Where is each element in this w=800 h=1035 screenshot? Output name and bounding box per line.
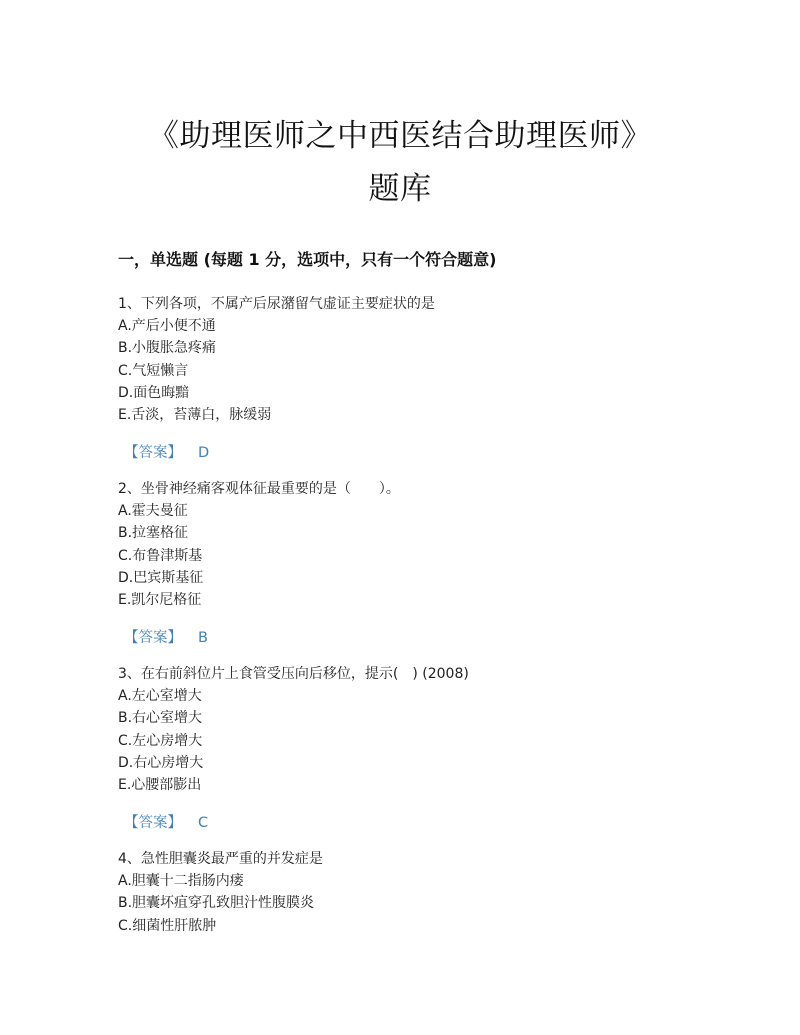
question-stem: 4、急性胆囊炎最严重的并发症是	[118, 851, 323, 867]
question-2	[118, 478, 400, 611]
option-b: B.小腹胀急疼痛	[118, 340, 217, 357]
answer-1	[124, 441, 209, 462]
question-stem: 1、下列各项，不属产后尿潴留气虚证主要症状的是	[118, 296, 435, 312]
answer-3	[124, 811, 208, 832]
answer-value: C	[198, 815, 209, 831]
question-stem: 2、坐骨神经痛客观体征最重要的是（ ）。	[118, 481, 400, 497]
option-e: E.凯尔尼格征	[118, 592, 202, 609]
answer-label: 【答案】	[124, 630, 182, 646]
document-title-line2: 题库	[368, 171, 432, 207]
option-b: B.胆囊坏疽穿孔致胆汁性腹膜炎	[118, 895, 315, 912]
option-d: D.面色晦黯	[118, 384, 190, 401]
section-heading: 一，单选题 (每题 1 分，选项中，只有一个符合题意)	[118, 250, 497, 269]
question-4	[118, 848, 323, 937]
option-a: A.胆囊十二指肠内瘘	[118, 873, 244, 889]
option-c: C.布鲁津斯基	[118, 547, 203, 564]
option-c: C.气短懒言	[118, 362, 189, 379]
answer-2	[124, 626, 208, 647]
question-1	[118, 293, 435, 426]
option-a: A.产后小便不通	[118, 318, 216, 334]
document-title-line1: 《助理医师之中西医结合助理医师》	[148, 118, 652, 154]
question-3	[118, 663, 469, 796]
answer-value: D	[198, 445, 210, 461]
answer-label: 【答案】	[124, 445, 182, 461]
answer-value: B	[198, 630, 208, 646]
option-e: E.心腰部膨出	[118, 777, 202, 794]
option-a: A.霍夫曼征	[118, 503, 188, 519]
option-d: D.巴宾斯基征	[118, 569, 204, 586]
option-c: C.细菌性肝脓肿	[118, 917, 217, 934]
option-d: D.右心房增大	[118, 754, 204, 771]
option-b: B.右心室增大	[118, 710, 203, 727]
option-a: A.左心室增大	[118, 688, 202, 704]
option-c: C.左心房增大	[118, 732, 203, 749]
option-b: B.拉塞格征	[118, 525, 189, 542]
answer-label: 【答案】	[124, 815, 182, 831]
option-e: E.舌淡，苔薄白，脉缓弱	[118, 407, 272, 424]
question-stem: 3、在右前斜位片上食管受压向后移位，提示( ) (2008)	[118, 666, 469, 682]
